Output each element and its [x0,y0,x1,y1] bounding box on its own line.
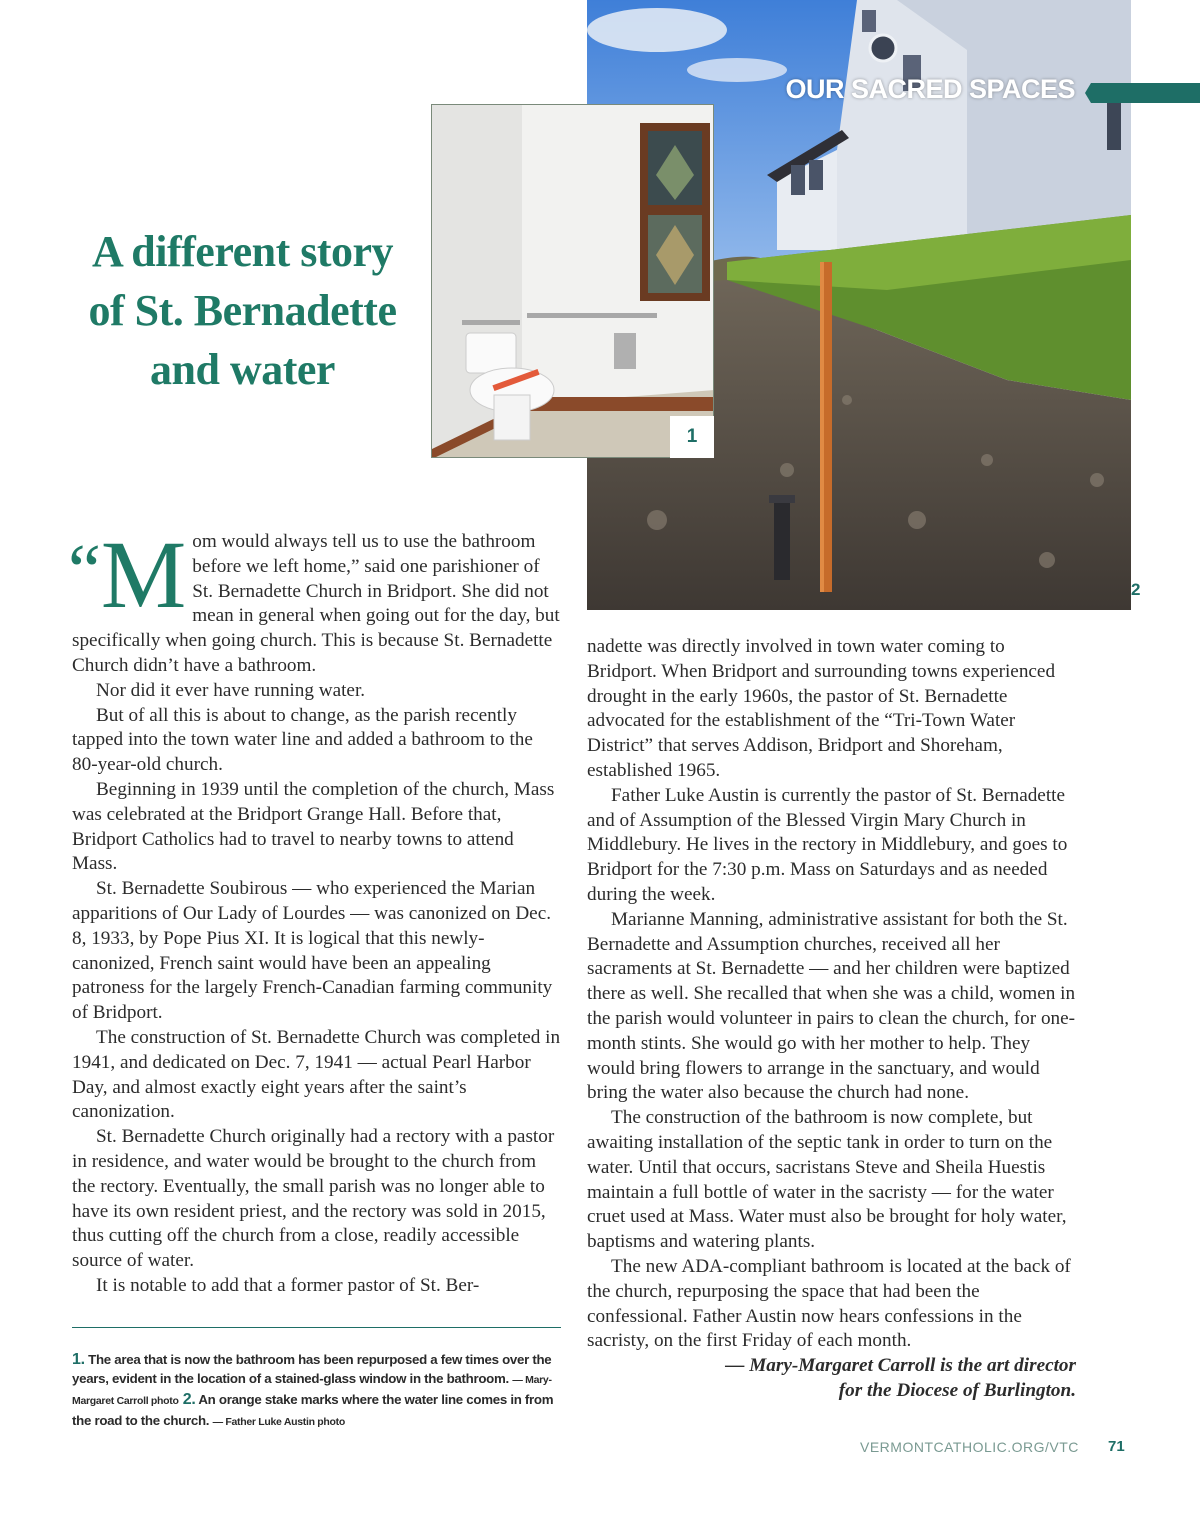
author-signature [587,1354,1076,1404]
caption-divider [72,1327,561,1328]
headline-line: and water [150,345,335,394]
article-paragraph: Nor did it ever have running water. [96,679,366,701]
caption-number-1: 1. [72,1351,85,1368]
signature-line: for the Diocese of Burlington. [838,1379,1076,1401]
drop-cap: “M [68,521,187,628]
photo-credit-1: — Mary-Margaret Carroll photo [72,1374,552,1407]
bathroom-photo [431,104,714,458]
signature-line: — Mary-Margaret Carroll is the art director [725,1355,1076,1377]
article-paragraph: The new ADA-compliant bathroom is located at the back of the church, repurposing the space that had been the confessional. Father Austin now hears confessions in the sacristy, on the first Friday of each month. [587,1255,1071,1352]
article-paragraph: Beginning in 1939 until the completion of the church, Mass was celebrated at the Bridport Grange Hall. Before that, Bridport Catholics had to travel to nearby towns to attend Mass. [72,778,555,875]
article-paragraph: St. Bernadette Soubirous — who experienced the Marian apparitions of Our Lady of Lourdes — was canonized on Dec. 8, 1933, by Pope Pius XI. It is logical that this newly-canonized, French saint would have been an appealing patroness for the largely French-Canadian farming community of Bridport. [72,878,553,1024]
headline-line: of St. Bernadette [88,286,397,335]
caption-text-1: The area that is now the bathroom has been repurposed a few times over the years, evident in the location of a stained-glass window in the bathroom. [72,1352,552,1386]
page-number: 71 [1108,1438,1125,1455]
headline-line: A different story [91,227,394,276]
photo-number-1: 1 [670,416,714,458]
photo-number-2: 2 [1131,570,1179,610]
article-paragraph: The construction of St. Bernadette Church was completed in 1941, and dedicated on Dec. 7, 1941 — actual Pearl Harbor Day, and almost exactly eight years after the saint’s canonization. [72,1026,561,1123]
section-title: OUR SACRED SPACES [785,74,1075,104]
article-paragraph: The construction of the bathroom is now complete, but awaiting installation of the septic tank in order to turn on the water. Until that occurs, sacristans Steve and Sheila Huestis maintain a full bottle of water in the sacristy — for the water cruet used at Mass. Water must also be brought for holy water, baptisms and watering plants. [587,1107,1067,1253]
photo-caption [72,1350,561,1432]
article-paragraph: “M om would always tell us to use the bathroom before we left home,” said one parishioner of St. Bernadette Church in Bridport. She did not mean in general when going out for the day, but specifically when going church. This is because St. Bernadette Church didn’t have a bathroom. [68,521,560,676]
article-headline [60,222,425,399]
article-column-right [587,635,1076,1404]
caption-text-2: An orange stake marks where the water line comes in from the road to the church. [72,1392,554,1428]
section-tab-marker [1085,83,1200,103]
article-paragraph: nadette was directly involved in town water coming to Bridport. When Bridport and surrounding towns experienced drought in the early 1960s, the pastor of St. Bernadette advocated for the establishment of the “Tri-Town Water District” that serves Addison, Bridport and Shoreham, established 1965. [587,636,1056,781]
photo-credit-2: — Father Luke Austin photo [212,1416,345,1428]
article-paragraph: It is notable to add that a former pastor of St. Ber- [96,1274,480,1296]
article-column-left [68,521,561,1299]
article-paragraph: But of all this is about to change, as the parish recently tapped into the town water line and added a bathroom to the 80-year-old church. [72,704,533,776]
article-paragraph: St. Bernadette Church originally had a rectory with a pastor in residence, and water would be brought to the church from the rectory. Eventually, the small parish was no longer able to have its own resident priest, and the rectory was sold in 2015, thus cutting off the church from a close, readily accessible source of water. [72,1126,555,1272]
caption-number-2: 2. [178,1391,196,1408]
article-paragraph: Marianne Manning, administrative assistant for both the St. Bernadette and Assumption churches, received all her sacraments at St. Bernadette — and her children were baptized there as well. She recalled that when she was a child, women in the parish would volunteer in pairs to clean the church, for one-month stints. She would go with her mother to help. They would bring flowers to arrange in the sanctuary, and would bring the water also because the church had none. [587,908,1076,1104]
article-paragraph: Father Luke Austin is currently the pastor of St. Bernadette and of Assumption of the Blessed Virgin Mary Church in Middlebury. He lives in the rectory in Middlebury, and goes to Bridport for the 7:30 p.m. Mass on Saturdays and as needed during the week. [587,784,1068,905]
footer-website-link[interactable]: VERMONTCATHOLIC.ORG/VTC [860,1439,1079,1455]
